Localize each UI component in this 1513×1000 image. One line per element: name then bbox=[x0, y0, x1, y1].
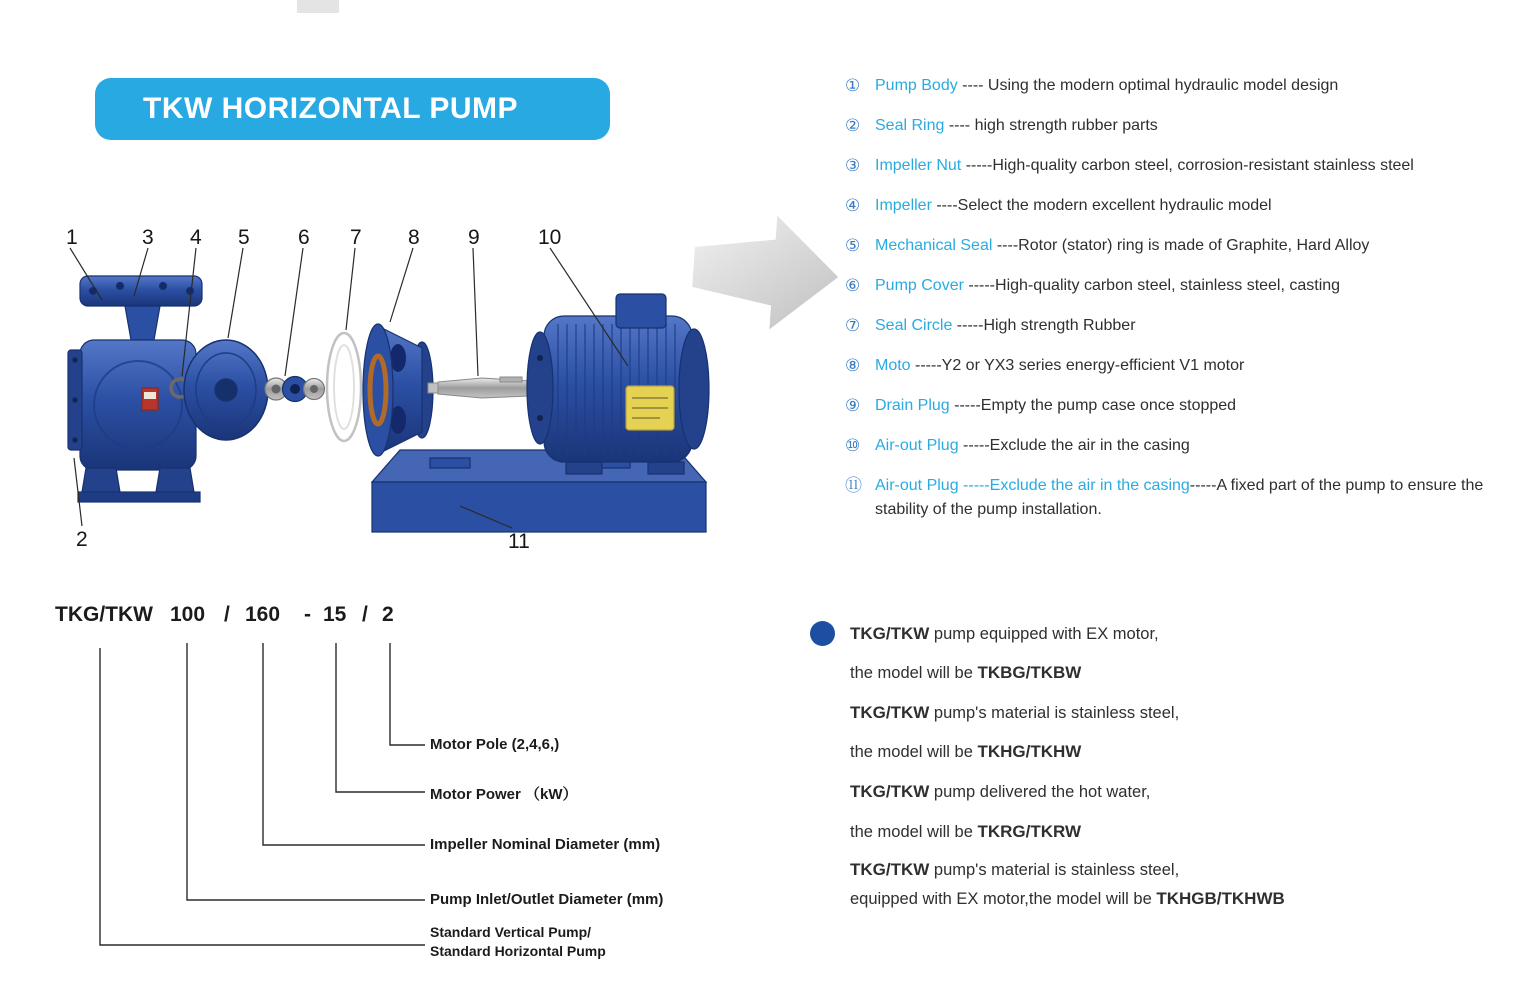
parts-list-item bbox=[845, 114, 1493, 138]
note-model: TKHG/TKHW bbox=[977, 742, 1082, 761]
note-head: TKG/TKW bbox=[850, 860, 930, 879]
note-body: pump equipped with EX motor, bbox=[929, 625, 1159, 643]
note-line bbox=[850, 782, 1150, 802]
note-line bbox=[850, 822, 1081, 842]
part-number-badge: ③ bbox=[845, 156, 861, 176]
part-number-badge: ⑪ bbox=[845, 476, 862, 496]
model-code-sep1: / bbox=[224, 603, 230, 626]
parts-list-item bbox=[845, 354, 1493, 378]
model-code-sep3: / bbox=[362, 603, 368, 626]
arrow-right-icon bbox=[688, 202, 842, 352]
part-name: Impeller Nut bbox=[875, 157, 962, 174]
note-body: pump delivered the hot water, bbox=[929, 783, 1151, 801]
label-impeller-diameter: Impeller Nominal Diameter (mm) bbox=[430, 836, 661, 853]
shaft-part bbox=[428, 377, 530, 398]
part-name: Moto bbox=[875, 357, 911, 374]
label-standard-vertical: Standard Vertical Pump/ bbox=[430, 924, 592, 940]
part-number-badge: ④ bbox=[845, 196, 861, 216]
pump-cover-part bbox=[363, 324, 433, 456]
label-inlet-outlet: Pump Inlet/Outlet Diameter (mm) bbox=[430, 891, 664, 908]
note-model: TKBG/TKBW bbox=[977, 663, 1082, 682]
note-body: the model will be bbox=[850, 664, 978, 682]
top-edge-artifact bbox=[297, 0, 339, 13]
part-description: -----Exclude the air in the casing bbox=[958, 437, 1190, 454]
part-description: -----High strength Rubber bbox=[952, 317, 1136, 334]
pump-body-part bbox=[68, 276, 202, 502]
part-number-badge: ⑧ bbox=[845, 356, 861, 376]
part-number-badge: ⑨ bbox=[845, 396, 861, 416]
model-code-sep2: - bbox=[304, 603, 311, 626]
part-number-badge: ① bbox=[845, 76, 861, 96]
part-description: ---- high strength rubber parts bbox=[944, 117, 1158, 134]
part-number-badge: ⑥ bbox=[845, 276, 861, 296]
note-line bbox=[850, 624, 1159, 644]
parts-list-item bbox=[845, 74, 1493, 98]
gasket-disc-part bbox=[327, 333, 361, 441]
part-name: Seal Ring bbox=[875, 117, 945, 134]
note-line bbox=[850, 663, 1081, 683]
callout-9: 9 bbox=[468, 226, 480, 249]
part-description: -----Empty the pump case once stopped bbox=[949, 397, 1237, 414]
note-line bbox=[850, 742, 1081, 762]
callout-5: 5 bbox=[238, 226, 250, 249]
part-name: Air-out Plug bbox=[875, 437, 959, 454]
model-code-series: TKG/TKW bbox=[55, 603, 153, 626]
part-name: Pump Body bbox=[875, 77, 958, 94]
note-line bbox=[850, 889, 1285, 909]
callout-2: 2 bbox=[76, 528, 88, 551]
model-code-inlet: 100 bbox=[170, 603, 206, 626]
part-description: ----Rotor (stator) ring is made of Graphite, Hard Alloy bbox=[992, 237, 1370, 254]
parts-list-item bbox=[845, 154, 1493, 178]
part-number-badge: ② bbox=[845, 116, 861, 136]
parts-list-item bbox=[845, 274, 1493, 298]
note-head: TKG/TKW bbox=[850, 782, 930, 801]
parts-list-item bbox=[845, 474, 1493, 522]
callout-7: 7 bbox=[350, 226, 362, 249]
note-body: pump's material is stainless steel, bbox=[929, 704, 1180, 722]
notes-bullet-icon bbox=[810, 621, 835, 646]
part-number-badge: ⑦ bbox=[845, 316, 861, 336]
callout-1: 1 bbox=[66, 226, 78, 249]
parts-list-item bbox=[845, 434, 1493, 458]
parts-list-item bbox=[845, 394, 1493, 418]
callout-11: 11 bbox=[508, 530, 530, 553]
part-description: ---- Using the modern optimal hydraulic model design bbox=[957, 77, 1339, 94]
note-head: TKG/TKW bbox=[850, 703, 930, 722]
model-code-impeller: 160 bbox=[245, 603, 281, 626]
part-name: Air-out Plug -----Exclude the air in the casing bbox=[875, 477, 1190, 494]
parts-list bbox=[845, 74, 1493, 538]
part-number-badge: ⑤ bbox=[845, 236, 861, 256]
label-standard-horizontal: Standard Horizontal Pump bbox=[430, 943, 606, 959]
part-name: Mechanical Seal bbox=[875, 237, 993, 254]
motor-part bbox=[527, 294, 709, 474]
parts-list-item bbox=[845, 194, 1493, 218]
note-body: the model will be bbox=[850, 823, 978, 841]
label-motor-power: Motor Power （kW） bbox=[430, 786, 578, 803]
part-name: Pump Cover bbox=[875, 277, 964, 294]
label-motor-pole: Motor Pole (2,4,6,) bbox=[430, 736, 560, 753]
note-head: TKG/TKW bbox=[850, 624, 930, 643]
pump-exploded-diagram bbox=[30, 218, 730, 568]
model-code-power: 15 bbox=[323, 603, 347, 626]
callout-4: 4 bbox=[190, 226, 202, 249]
part-description: -----A fixed part of the pump to ensure the stability of the pump installation. bbox=[875, 477, 1484, 518]
impeller-part bbox=[184, 340, 268, 440]
note-body: the model will be bbox=[850, 743, 978, 761]
title-banner bbox=[95, 78, 610, 140]
note-line bbox=[850, 860, 1179, 880]
parts-list-item bbox=[845, 234, 1493, 258]
part-number-badge: ⑩ bbox=[845, 436, 861, 456]
mechanical-seal-part bbox=[265, 377, 325, 402]
part-name: Impeller bbox=[875, 197, 932, 214]
model-code-pole: 2 bbox=[382, 603, 394, 626]
part-name: Drain Plug bbox=[875, 397, 950, 414]
note-body: pump's material is stainless steel, bbox=[929, 861, 1180, 879]
callout-6: 6 bbox=[298, 226, 310, 249]
note-body: equipped with EX motor,the model will be bbox=[850, 890, 1157, 908]
callout-10: 10 bbox=[538, 226, 562, 249]
part-description: -----High-quality carbon steel, corrosion-resistant stainless steel bbox=[961, 157, 1414, 174]
part-description: ----Select the modern excellent hydraulic model bbox=[931, 197, 1272, 214]
part-description: -----Y2 or YX3 series energy-efficient V1 motor bbox=[910, 357, 1245, 374]
page-title: TKW HORIZONTAL PUMP bbox=[143, 92, 519, 125]
callout-3: 3 bbox=[142, 226, 154, 249]
part-description: -----High-quality carbon steel, stainless steel, casting bbox=[963, 277, 1341, 294]
note-model: TKHGB/TKHWB bbox=[1156, 889, 1285, 908]
model-code-connector-lines bbox=[60, 630, 440, 960]
note-model: TKRG/TKRW bbox=[977, 822, 1082, 841]
part-name: Seal Circle bbox=[875, 317, 953, 334]
callout-8: 8 bbox=[408, 226, 420, 249]
parts-list-item bbox=[845, 314, 1493, 338]
note-line bbox=[850, 703, 1179, 723]
